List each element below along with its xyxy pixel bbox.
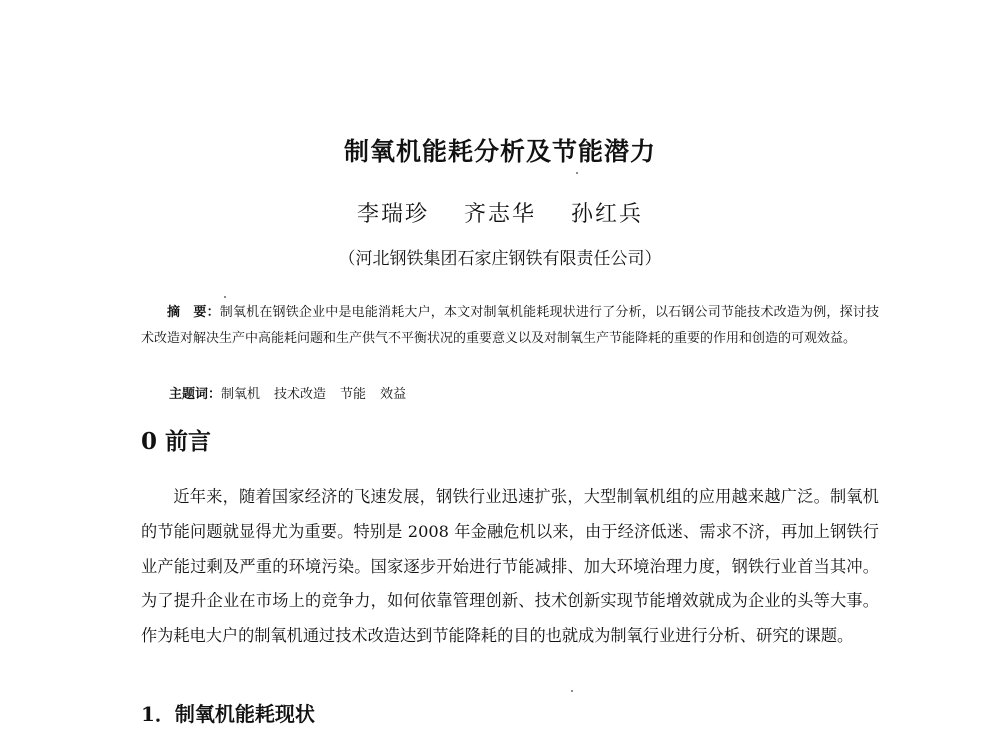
- keyword: 技术改造: [274, 387, 327, 402]
- keyword: 节能: [340, 387, 367, 402]
- keywords: [169, 382, 420, 408]
- scan-speck: [224, 296, 226, 298]
- scan-speck: [576, 172, 578, 174]
- scan-speck: [571, 690, 573, 692]
- paragraph: 近年来，随着国家经济的飞速发展，钢铁行业迅速扩张，大型制氧机组的应用越来越广泛。制氧机的节能问题就显得尤为重要。特别是 2008 年金融危机以来，由于经济低迷、需求不济，再加上钢铁行业产能过剩及严重的环境污染。国家逐步开始进行节能减排、加大环境治理力度，钢铁行业首当其冲。为了提升企业在市场上的竞争力，如何依靠管理创新、技术创新实现节能增效就成为企业的头等大事。作为耗电大户的制氧机通过技术改造达到节能降耗的目的也就成为制氧行业进行分析、研究的课题。: [141, 487, 879, 646]
- keyword: 效益: [380, 387, 407, 402]
- abstract-label: 摘 要：: [167, 305, 220, 320]
- author-name: 齐志华: [463, 202, 536, 227]
- author-affiliation: （河北钢铁集团石家庄钢铁有限责任公司）: [338, 249, 662, 269]
- author-name: 孙红兵: [571, 202, 644, 227]
- author-list: [0, 200, 1000, 230]
- section-heading-status: 1．制氧机能耗现状: [141, 702, 315, 726]
- paper-title: 制氧机能耗分析及节能潜力: [343, 137, 656, 166]
- section-heading-introduction: 0 前言: [141, 428, 212, 455]
- abstract-text: 制氧机在钢铁企业中是电能消耗大户，本文对制氧机能耗现状进行了分析，以石钢公司节能技术改造为例，探讨技术改造对解决生产中高能耗问题和生产供气不平衡状况的重要意义以及对制氧生产节能降耗的重要的作用和创造的可观效益。: [141, 305, 879, 346]
- introduction-body: [141, 480, 879, 654]
- author-name: 李瑞珍: [356, 202, 429, 227]
- abstract: [141, 300, 879, 352]
- keywords-label: 主题词：: [169, 387, 222, 402]
- keyword: 制氧机: [221, 387, 261, 402]
